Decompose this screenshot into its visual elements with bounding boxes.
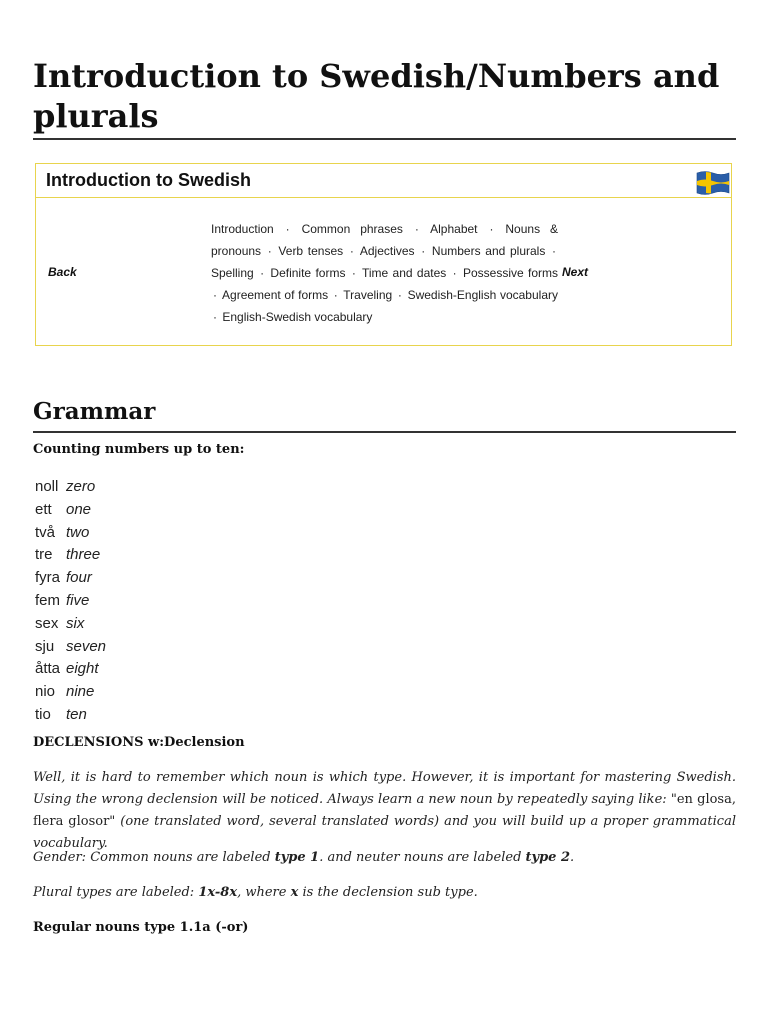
- numbers-list: [35, 476, 106, 727]
- navbox-link[interactable]: Swedish-English vocabulary: [407, 288, 558, 302]
- series-navbox: [35, 163, 732, 346]
- navbox-link[interactable]: Adjectives: [359, 244, 415, 258]
- number-row: [35, 476, 106, 499]
- link-separator: ·: [421, 244, 426, 258]
- navbox-link[interactable]: Agreement of forms: [222, 288, 329, 302]
- type2-label: type 2: [525, 850, 571, 865]
- swedish-number: sju: [35, 637, 55, 655]
- page-title: Introduction to Swedish/Numbers and plurals: [33, 57, 720, 135]
- number-row: [35, 567, 106, 590]
- swedish-number: tre: [35, 546, 53, 564]
- navbox-link[interactable]: Verb tenses: [278, 244, 344, 258]
- english-number: seven: [66, 637, 107, 655]
- link-separator: ·: [213, 288, 217, 302]
- declensions-label: DECLENSIONS w:Declension: [33, 735, 245, 750]
- grammar-heading: Grammar: [33, 398, 156, 425]
- declension-example-quote: "en glosa, flera glosor": [33, 792, 736, 829]
- english-number: two: [66, 523, 90, 541]
- navbox-link[interactable]: Numbers and plurals: [431, 244, 546, 258]
- next-link[interactable]: Next: [562, 265, 589, 279]
- number-row: [35, 590, 106, 613]
- plural-types-paragraph: [33, 882, 736, 904]
- plural-text-c: is the declension sub type.: [298, 885, 478, 900]
- english-number: four: [66, 569, 92, 587]
- number-row: [35, 613, 106, 636]
- english-number: eight: [66, 660, 99, 678]
- grammar-divider: [33, 431, 736, 433]
- swedish-flag-icon: [695, 167, 731, 197]
- link-separator: ·: [397, 288, 402, 302]
- english-number: five: [66, 591, 90, 609]
- navbox-link[interactable]: Definite forms: [270, 266, 346, 280]
- link-separator: ·: [489, 222, 494, 236]
- plural-x: x: [290, 885, 299, 900]
- navbox-link[interactable]: Traveling: [343, 288, 393, 302]
- gender-paragraph: [33, 847, 736, 869]
- regular-nouns-label: Regular nouns type 1.1a (-or): [33, 920, 249, 935]
- swedish-number: åtta: [35, 660, 61, 678]
- swedish-number: nio: [35, 683, 56, 701]
- swedish-number: tio: [35, 705, 51, 723]
- declension-text-a: Well, it is hard to remember which noun is which type. However, it is important for mastering Swedish. Using the wrong declension will be noticed. Always learn a new noun by repeatedly saying like:: [33, 770, 736, 807]
- gender-text-a: Gender: Common nouns are labeled: [33, 850, 275, 865]
- type1-label: type 1: [274, 850, 320, 865]
- navbox-link[interactable]: Common phrases: [301, 222, 403, 236]
- number-row: [35, 544, 106, 567]
- navbox-link[interactable]: Introduction: [211, 222, 274, 236]
- english-number: three: [66, 546, 101, 564]
- swedish-number: fyra: [35, 569, 61, 587]
- link-separator: ·: [452, 266, 457, 280]
- link-separator: ·: [349, 244, 354, 258]
- swedish-number: noll: [35, 478, 59, 495]
- link-separator: ·: [333, 288, 338, 302]
- counting-label: Counting numbers up to ten:: [33, 442, 245, 457]
- plural-text-b: , where: [237, 885, 291, 900]
- swedish-number: fem: [35, 591, 61, 609]
- navbox-link[interactable]: Nouns & pronouns: [211, 222, 558, 258]
- navbox-header: [36, 164, 731, 198]
- back-link[interactable]: Back: [48, 265, 77, 279]
- plural-text-a: Plural types are labeled:: [33, 885, 199, 900]
- navbox-link[interactable]: English-Swedish vocabulary: [222, 310, 373, 324]
- english-number: nine: [66, 683, 95, 701]
- swedish-number: ett: [35, 500, 52, 518]
- link-separator: ·: [285, 222, 290, 236]
- title-divider: [33, 138, 736, 140]
- link-separator: ·: [260, 266, 265, 280]
- number-row: [35, 704, 106, 727]
- english-number: zero: [66, 478, 96, 495]
- gender-text-c: .: [570, 850, 575, 865]
- swedish-number: sex: [35, 614, 59, 632]
- link-separator: ·: [552, 244, 557, 258]
- link-separator: ·: [267, 244, 272, 258]
- english-number: one: [66, 500, 92, 518]
- navbox-title: Introduction to Swedish: [46, 170, 251, 190]
- number-row: [35, 499, 106, 522]
- gender-text-b: . and neuter nouns are labeled: [319, 850, 526, 865]
- english-number: six: [66, 614, 85, 632]
- navbox-link[interactable]: Spelling: [211, 266, 254, 280]
- link-separator: ·: [213, 310, 217, 324]
- link-separator: ·: [414, 222, 419, 236]
- number-row: [35, 658, 106, 681]
- number-row: [35, 681, 106, 704]
- english-number: ten: [66, 705, 87, 723]
- navbox-link[interactable]: Alphabet: [430, 222, 478, 236]
- navbox-links: [211, 218, 558, 328]
- navbox-link[interactable]: Time and dates: [361, 266, 447, 280]
- declension-text-b: (one translated word, several translated words) and you will build up a proper grammatical vocabulary.: [33, 814, 736, 851]
- declension-paragraph: [33, 767, 736, 855]
- number-row: [35, 522, 106, 545]
- navbox-link[interactable]: Possessive forms: [462, 266, 559, 280]
- swedish-number: två: [35, 523, 56, 541]
- link-separator: ·: [351, 266, 356, 280]
- plural-code: 1x-8x: [198, 885, 238, 900]
- number-row: [35, 636, 106, 659]
